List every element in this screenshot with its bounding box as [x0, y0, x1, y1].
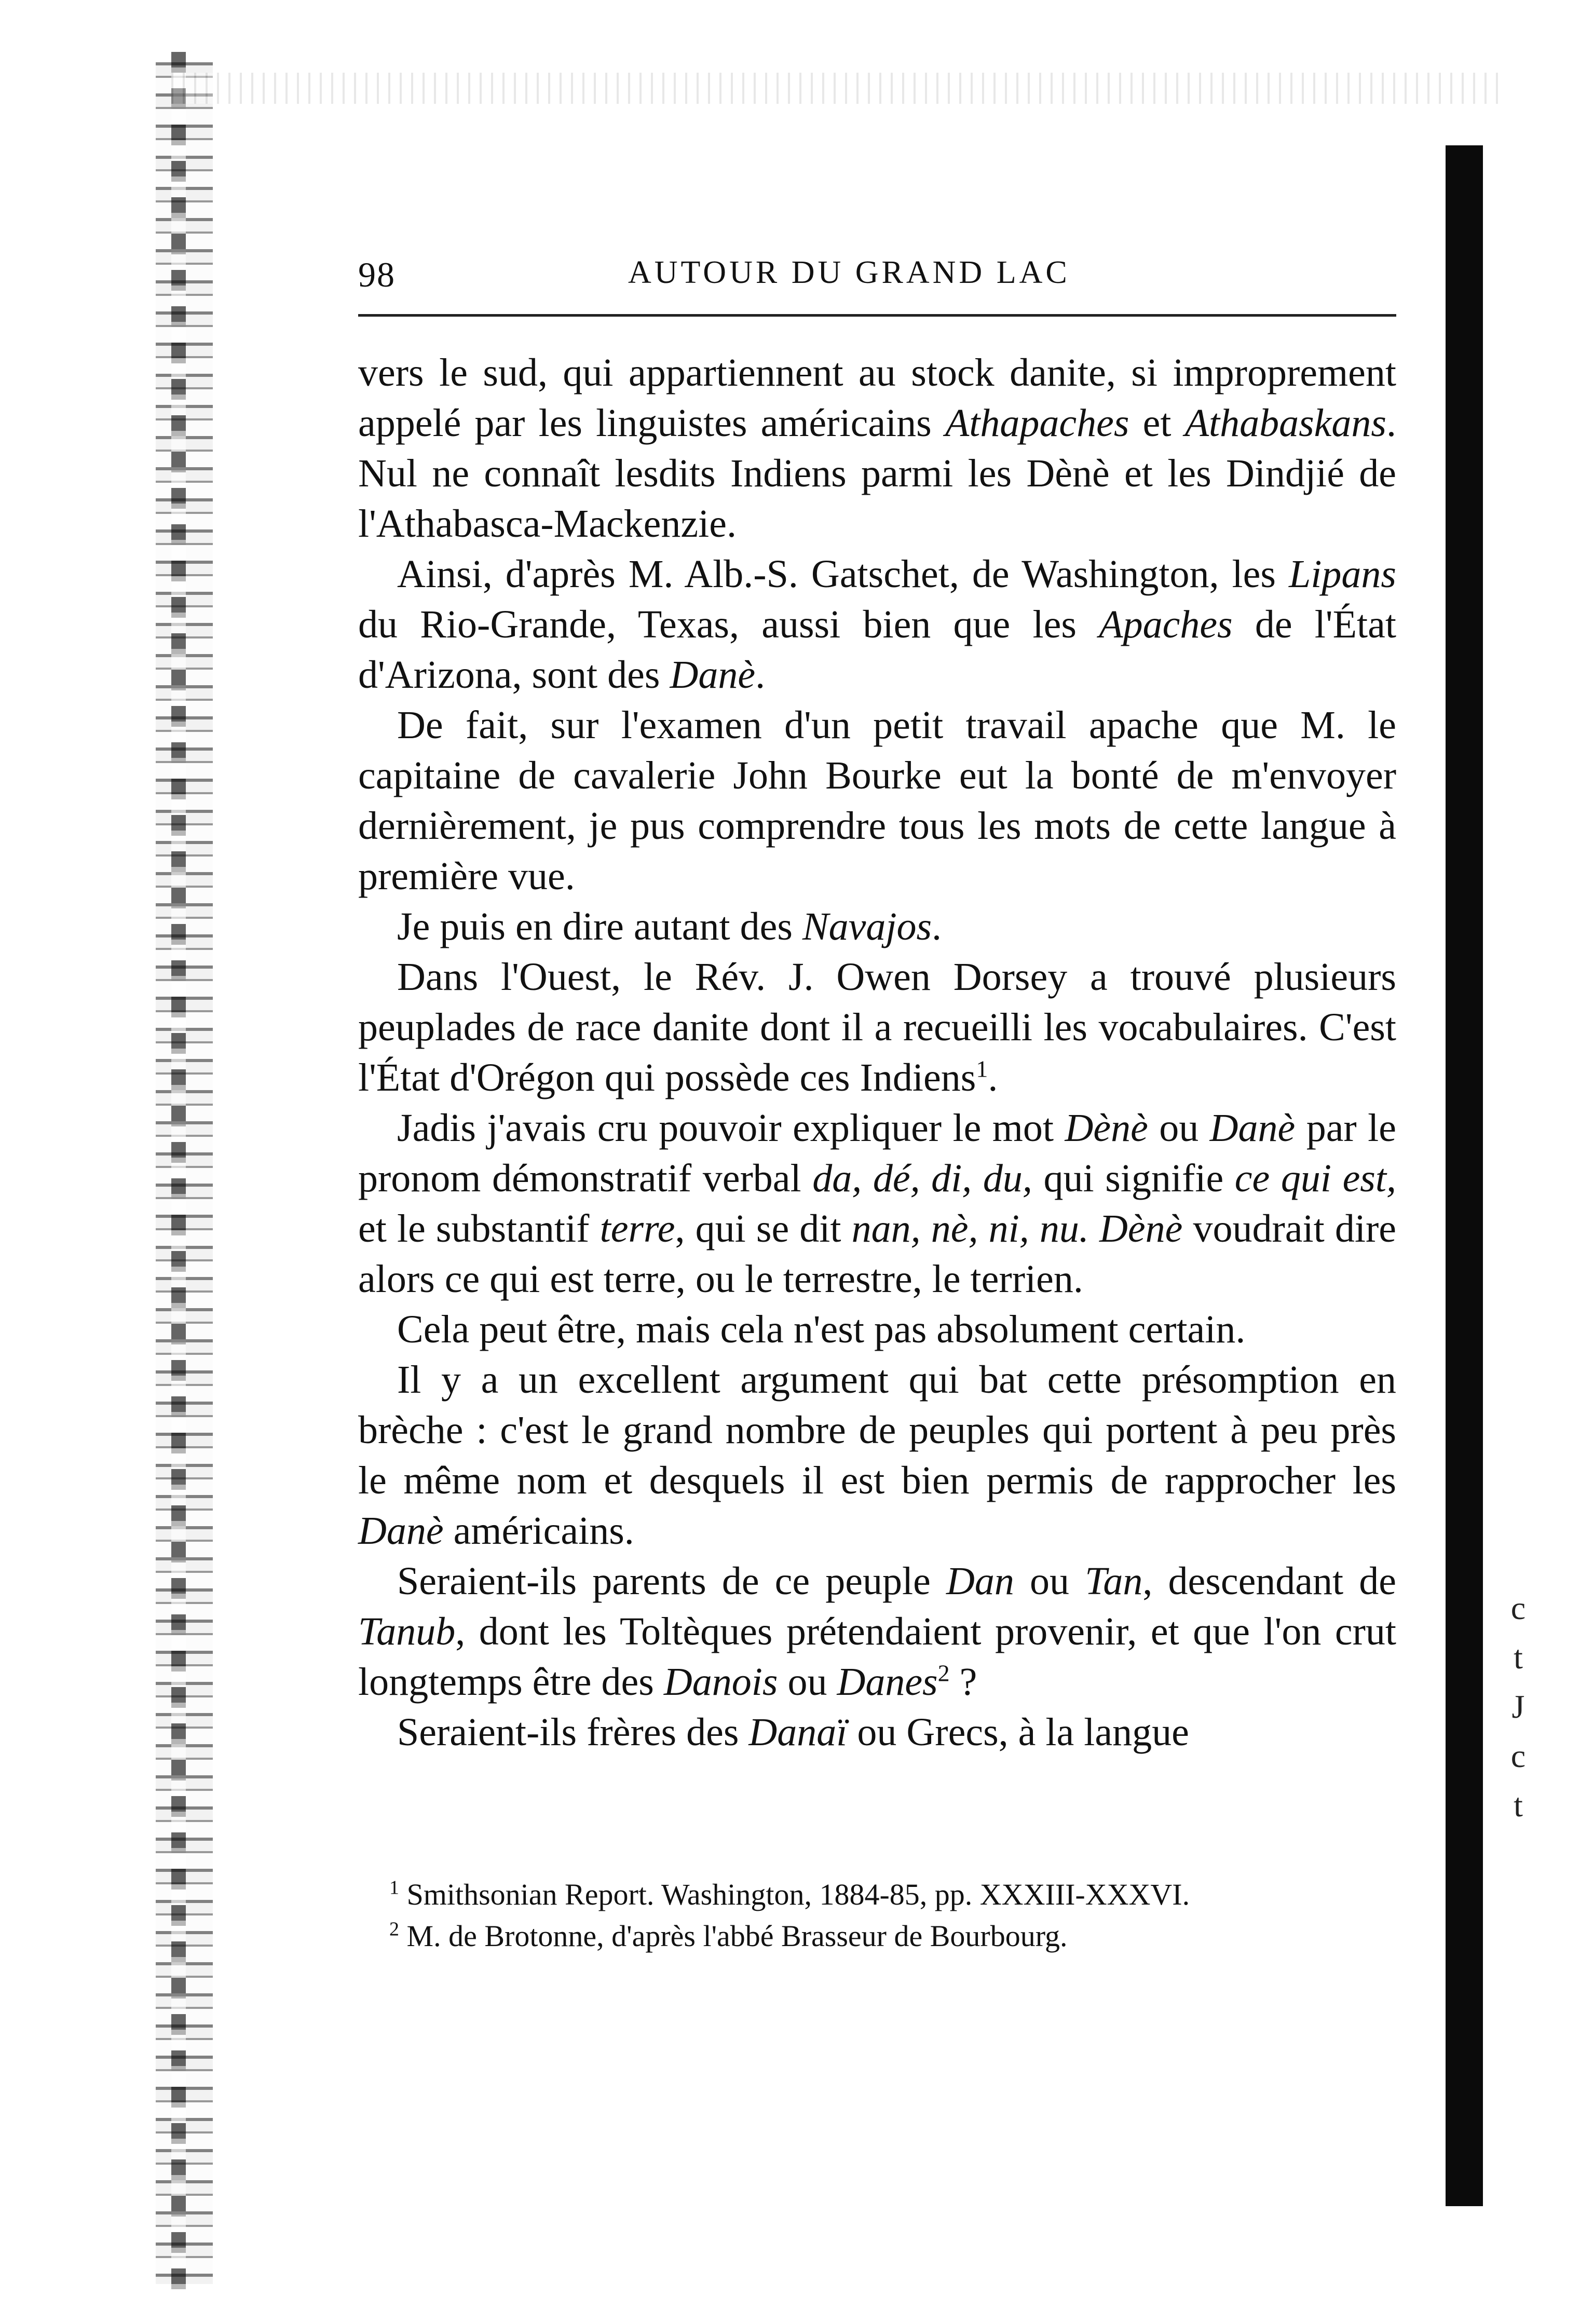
text-run: qui signifie [1032, 1157, 1235, 1200]
paragraph-p8 [358, 1355, 1396, 1556]
footnote-marker: 1 [389, 1877, 399, 1899]
text-run: ou [1148, 1106, 1210, 1150]
text-run: et le substantif [358, 1207, 600, 1251]
italic-term: Athabaskans [1184, 401, 1386, 445]
text-run: voudrait dire alors ce qui est terre, ou le terrestre, le terrien. [358, 1207, 1397, 1301]
text-run: américains. [443, 1509, 634, 1553]
paragraph-p10 [358, 1707, 1396, 1758]
paragraph-p4 [358, 902, 1396, 952]
margin-letter: t [1514, 1787, 1523, 1824]
italic-term: Danois [663, 1660, 778, 1704]
text-run: Ainsi, d'après M. Alb.-S. Gatschet, de Washington, les [397, 552, 1289, 596]
italic-term: da, dé, di, du, [812, 1157, 1032, 1200]
text-run: de l'État d'Arizona, sont des [358, 603, 1397, 697]
italic-term: Navajos [802, 905, 932, 948]
italic-term: Danaï [748, 1710, 848, 1754]
body-text [358, 348, 1396, 1758]
margin-letter: J [1511, 1688, 1525, 1725]
header-rule [358, 314, 1396, 317]
italic-term: Danè [1209, 1106, 1296, 1150]
text-run: . [755, 653, 766, 697]
adjacent-page-margin-letters [1503, 1583, 1534, 1830]
footnote-ref: 2 [937, 1660, 950, 1687]
paragraph-p3 [358, 700, 1396, 902]
text-run: par le pronom démonstratif verbal [358, 1106, 1397, 1200]
italic-term: Athapaches [945, 401, 1129, 445]
italic-term: nan, nè, ni, nu. Dènè [851, 1207, 1183, 1251]
paragraph-p7 [358, 1304, 1396, 1355]
text-run: Seraient-ils frères des [397, 1710, 749, 1754]
text-run: . Nul ne connaît lesdits Indiens parmi les Dènè et les Dindjié de l'Athabasca-Mackenzie. [358, 401, 1396, 546]
paragraph-p5 [358, 952, 1396, 1103]
text-run: Il y a un excellent argument qui bat cette présomption en brèche : c'est le grand nombre de peuples qui portent à peu près le même nom et desquels il est bien permis de rapprocher les [358, 1358, 1396, 1502]
text-run: Jadis j'avais cru pouvoir expliquer le mot [397, 1106, 1065, 1150]
paragraph-p1 [358, 348, 1396, 549]
scan-right-edge-bar [1446, 145, 1483, 2206]
italic-term: Dan [946, 1559, 1014, 1603]
text-run: ou Grecs, à la langue [847, 1710, 1189, 1754]
italic-term: Tan [1085, 1559, 1143, 1603]
italic-term: ce qui est, [1234, 1157, 1396, 1200]
italic-term: terre [600, 1207, 675, 1251]
text-run: ? [949, 1660, 977, 1704]
footnote-1 [358, 1874, 1396, 1915]
italic-term: Lipans [1289, 552, 1396, 596]
text-run: , descendant de [1142, 1559, 1396, 1603]
italic-term: Danes [837, 1660, 938, 1704]
text-run: Dans l'Ouest, le Rév. J. Owen Dorsey a trouvé plusieurs peuplades de race danite dont il a recueilli les vocabulaires. C'est l'État d'Orégon qui possède ces Indiens [358, 955, 1396, 1099]
text-run: Seraient-ils parents de ce peuple [397, 1559, 946, 1603]
text-run: et [1129, 401, 1185, 445]
text-run: . [932, 905, 942, 948]
text-run: Cela peut être, mais cela n'est pas absolument certain. [397, 1308, 1246, 1351]
footnotes [358, 1874, 1396, 1957]
text-run: , dont les Toltèques prétendaient provenir, et que l'on crut longtemps être des [358, 1610, 1396, 1704]
margin-letter: c [1510, 1589, 1526, 1626]
text-run: . [988, 1056, 998, 1099]
text-run: , qui se dit [675, 1207, 852, 1251]
paragraph-p2 [358, 549, 1396, 700]
italic-term: Tanub [358, 1610, 456, 1653]
scan-binding-edge [171, 52, 186, 2294]
text-run: vers le sud, qui appartiennent au stock danite, si improprement appelé par les linguistes américains [358, 351, 1396, 445]
footnote-text: M. de Brotonne, d'après l'abbé Brasseur de Bourbourg. [399, 1919, 1068, 1953]
footnote-ref: 1 [976, 1055, 988, 1082]
page-header [358, 239, 1396, 301]
italic-term: Dènè [1065, 1106, 1148, 1150]
footnote-marker: 2 [389, 1918, 399, 1940]
italic-term: Apaches [1099, 603, 1233, 646]
scan-top-noise [171, 73, 1500, 104]
footnote-2 [358, 1915, 1396, 1957]
text-run: ou [1014, 1559, 1085, 1603]
running-title: AUTOUR DU GRAND LAC [628, 255, 1070, 290]
margin-letter: t [1514, 1639, 1523, 1676]
footnote-text: Smithsonian Report. Washington, 1884-85, pp. XXXIII-XXXVI. [399, 1878, 1190, 1911]
text-run: De fait, sur l'examen d'un petit travail apache que M. le capitaine de cavalerie John Bourke eut la bonté de m'envoyer dernièrement, je pus comprendre tous les mots de cette langue à première vue. [358, 703, 1396, 898]
text-run: Je puis en dire autant des [397, 905, 802, 948]
paragraph-p6 [358, 1103, 1396, 1304]
margin-letter: c [1510, 1737, 1526, 1774]
book-page [358, 239, 1397, 1953]
paragraph-p9 [358, 1556, 1396, 1707]
italic-term: Danè [358, 1509, 444, 1553]
page-number: 98 [358, 255, 396, 294]
text-run: ou [778, 1660, 837, 1704]
italic-term: Danè [670, 653, 756, 697]
text-run: du Rio-Grande, Texas, aussi bien que les [358, 603, 1099, 646]
